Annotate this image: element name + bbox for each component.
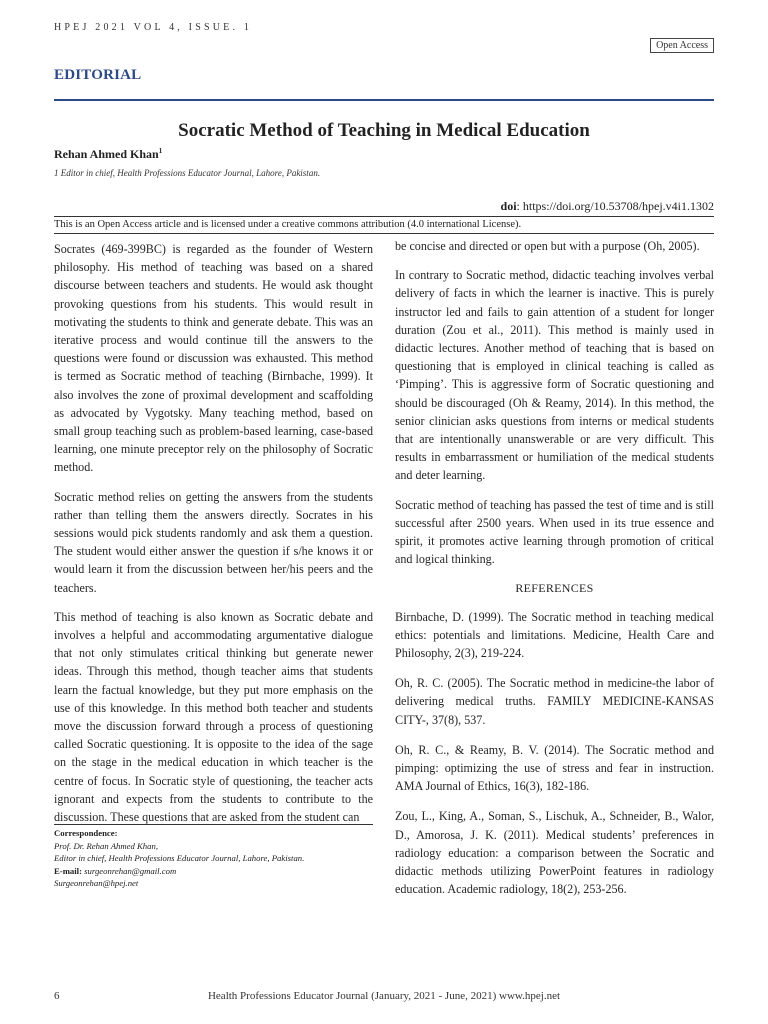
reference-item: Birnbache, D. (1999). The Socratic method in teaching medical ethics: potentials and limitations. Medicine, Health Care and Philosophy, 2(3), 219-224. [395,609,714,661]
author-line [54,147,162,162]
right-column [395,237,714,911]
page-number: 6 [54,990,60,1002]
affiliation: 1 Editor in chief, Health Professions Educator Journal, Lahore, Pakistan. [54,168,321,178]
author-superscript: 1 [158,147,163,155]
correspondence-position: Editor in chief, Health Professions Educator Journal, Lahore, Pakistan. [54,853,305,863]
email-address-1[interactable]: surgeonrehan@gmail.com [84,865,177,876]
body-paragraph: be concise and directed or open but with a purpose (Oh, 2005). [395,239,700,253]
reference-item: Oh, R. C. (2005). The Socratic method in medicine-the labor of delivering medical truths. FAMILY MEDICINE-KANSAS CITY-, 37(8), 537. [395,676,714,727]
license-bottom-rule [54,233,714,234]
body-paragraph: Socrates (469-399BC) is regarded as the founder of Western philosophy. His method of teaching was based on a shared discourse between teachers and students. He would ask thought provoking questions from his students. This would result in motivating the students to think and generate debate. This was an iterative process and would continue till the answers to the questions were found or discussion was exhausted. This method is termed as Socratic method of teaching (Birnbache, 1999). It also involves the zone of proximal development and scaffolding as advocated by Vygotsky. Many teaching method, based on small group teaching such as problem-based learning, case-based learning, one minute preceptor rely on the philosophy of Socratic method. [54,242,373,475]
references-heading: REFERENCES [515,581,594,596]
email-address-2[interactable]: Surgeonrehan@hpej.net [54,878,139,888]
license-notice: This is an Open Access article and is licensed under a creative commons attribution (4.0 international License). [54,219,522,230]
journal-footer: Health Professions Educator Journal (January, 2021 - June, 2021) www.hpej.net [207,990,561,1002]
email-label: E-mail: [54,865,82,876]
doi-line [501,199,714,214]
article-title: Socratic Method of Teaching in Medical Education [178,120,590,141]
correspondence-block [54,827,374,890]
reference-item: Zou, L., King, A., Soman, S., Lischuk, A., Schneider, B., Walor, D., Amorosa, J. K. (2011). Medical students’ preferences in radiology education: a comparison between the Socratic and didactic methods utilizing PowerPoint features in radiology education. Academic radiology, 18(2), 253-256. [395,809,714,897]
left-column [54,240,373,837]
correspondence-email-line [54,865,374,878]
doi-link[interactable]: : https://doi.org/10.53708/hpej.v4i1.1302 [516,199,714,213]
correspondence-rule [54,824,373,825]
author-name: Rehan Ahmed Khan [54,147,159,161]
open-access-badge: Open Access [650,38,714,53]
correspondence-title: Correspondence: [54,828,118,838]
correspondence-name: Prof. Dr. Rehan Ahmed Khan, [54,840,159,851]
header-divider [54,99,714,101]
running-header: HPEJ 2021 VOL 4, ISSUE. 1 [54,22,253,33]
section-label: EDITORIAL [54,67,142,83]
body-paragraph: This method of teaching is also known as Socratic debate and involves a helpful and accommodating argumentative dialogue that not only stimulates critical thinking but generate newer ideas. Through this method, though teacher aims that students learn the factual knowledge, but they put more emphasis on the use of this knowledge. In this method both teacher and students move the discussion forward through a process of questioning called Socratic questioning. It is opposite to the idea of the sage on the stage in the medical education in which teacher is the centre of focus. In Socratic style of questioning, the teacher acts ignorant and expects from the students to contribute to the discussion. These questions that are asked from the student can [54,609,373,825]
doi-label: doi [500,199,517,213]
body-paragraph: Socratic method relies on getting the answers from the students rather than telling them the answers directly. Socrates in his sessions would pick students randomly and ask them a question. The student would either answer the question if s/he knows it or would learn it from the discussion between her/his peers and the teachers. [54,489,373,595]
body-paragraph: In contrary to Socratic method, didactic teaching involves verbal delivery of facts in which the learner is inactive. This is purely instructor led and fails to gain attention of a student for longer duration (Zou et al., 2011). This method is mainly used in didactic lectures. Another method of teaching that is based on questioning that is employed in clinical teaching is called as ‘Pimping’. This is aggressive form of Socratic questioning and should be discouraged (Oh & Reamy, 2014). In this method, the senior clinician asks questions from interns or medical students that are intentionally unanswerable or are very difficult. This results in embarrassment or humiliation of the medical students and deter learning. [395,268,714,483]
body-paragraph: Socratic method of teaching has passed the test of time and is still successful after 2500 years. When used in its true essence and spirit, it promotes active learning through promotion of critical and logical thinking. [395,497,714,567]
reference-item: Oh, R. C., & Reamy, B. V. (2014). The Socratic method and pimping: optimizing the use of stress and fear in instruction. AMA Journal of Ethics, 16(3), 182-186. [395,742,714,794]
license-top-rule [54,216,714,217]
